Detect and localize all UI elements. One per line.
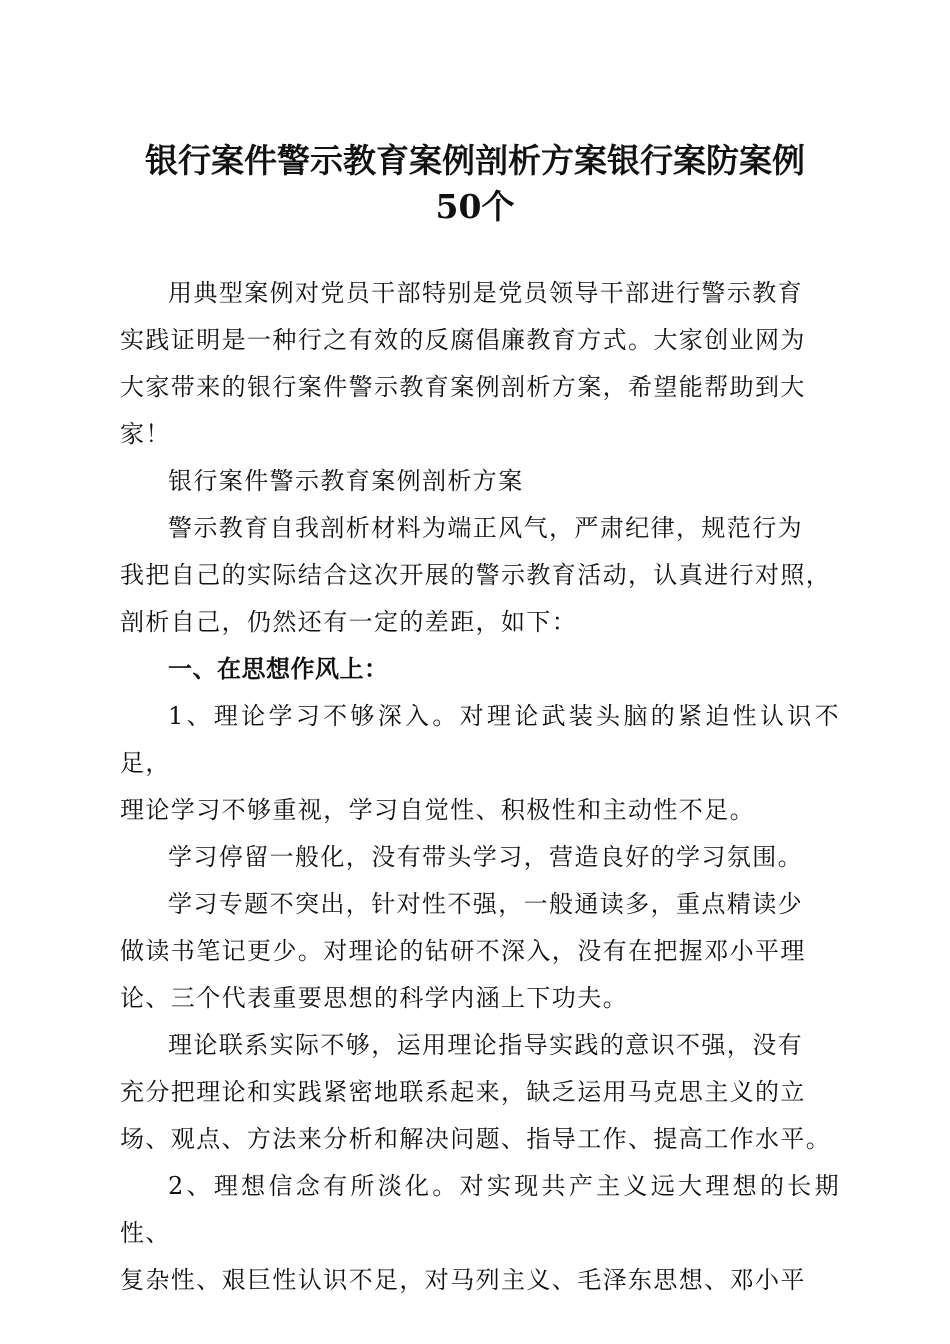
paragraph-line: 1、理论学习不够深入。对理论武装头脑的紧迫性认识不足， (120, 702, 840, 777)
paragraph-line: 大家带来的银行案件警示教育案例剖析方案，希望能帮助到大 (120, 373, 806, 401)
paragraph-line: 警示教育自我剖析材料为端正风气，严肃纪律，规范行为 (168, 514, 803, 542)
paragraph-study-topics (120, 881, 840, 1022)
document-title-line-1: 银行案件警示教育案例剖析方案银行案防案例 (145, 141, 805, 180)
paragraph-line: 充分把理论和实践紧密地联系起来，缺乏运用马克思主义的立 (120, 1078, 806, 1106)
paragraph-line: 理论联系实际不够，运用理论指导实践的意识不强，没有 (168, 1031, 803, 1059)
paragraph-ideals (120, 1163, 840, 1304)
section-heading-ideology (120, 646, 840, 693)
paragraph-line: 家！ (120, 420, 171, 448)
paragraph-self-analysis (120, 505, 840, 646)
heading-line: 一、在思想作风上： (168, 655, 389, 683)
paragraph-line: 剖析自己，仍然还有一定的差距，如下： (120, 608, 578, 636)
paragraph-line: 学习停留一般化，没有带头学习，营造良好的学习氛围。 (168, 843, 803, 871)
paragraph-subtitle (120, 458, 840, 505)
paragraph-line: 场、观点、方法来分析和解决问题、指导工作、提高工作水平。 (120, 1125, 832, 1153)
paragraph-intro (120, 270, 840, 458)
document-title-line-2: 50个 (435, 187, 515, 226)
paragraph-line: 实践证明是一种行之有效的反腐倡廉教育方式。大家创业网为 (120, 326, 806, 354)
paragraph-line: 做读书笔记更少。对理论的钻研不深入，没有在把握邓小平理 (120, 937, 806, 965)
paragraph-line: 学习专题不突出，针对性不强，一般通读多，重点精读少 (168, 890, 803, 918)
paragraph-study-general (120, 834, 840, 881)
paragraph-line: 理论学习不够重视，学习自觉性、积极性和主动性不足。 (120, 796, 755, 824)
paragraph-line: 2、理想信念有所淡化。对实现共产主义远大理想的长期性、 (120, 1172, 840, 1247)
paragraph-line: 我把自己的实际结合这次开展的警示教育活动，认真进行对照， (120, 561, 832, 589)
paragraph-line: 银行案件警示教育案例剖析方案 (168, 467, 524, 495)
paragraph-line: 复杂性、艰巨性认识不足，对马列主义、毛泽东思想、邓小平 (120, 1266, 806, 1294)
paragraph-theory-practice (120, 1022, 840, 1163)
document-body (120, 270, 840, 1304)
paragraph-theory-study (120, 693, 840, 834)
paragraph-line: 用典型案例对党员干部特别是党员领导干部进行警示教育 (168, 279, 803, 307)
paragraph-line: 论、三个代表重要思想的科学内涵上下功夫。 (120, 984, 628, 1012)
